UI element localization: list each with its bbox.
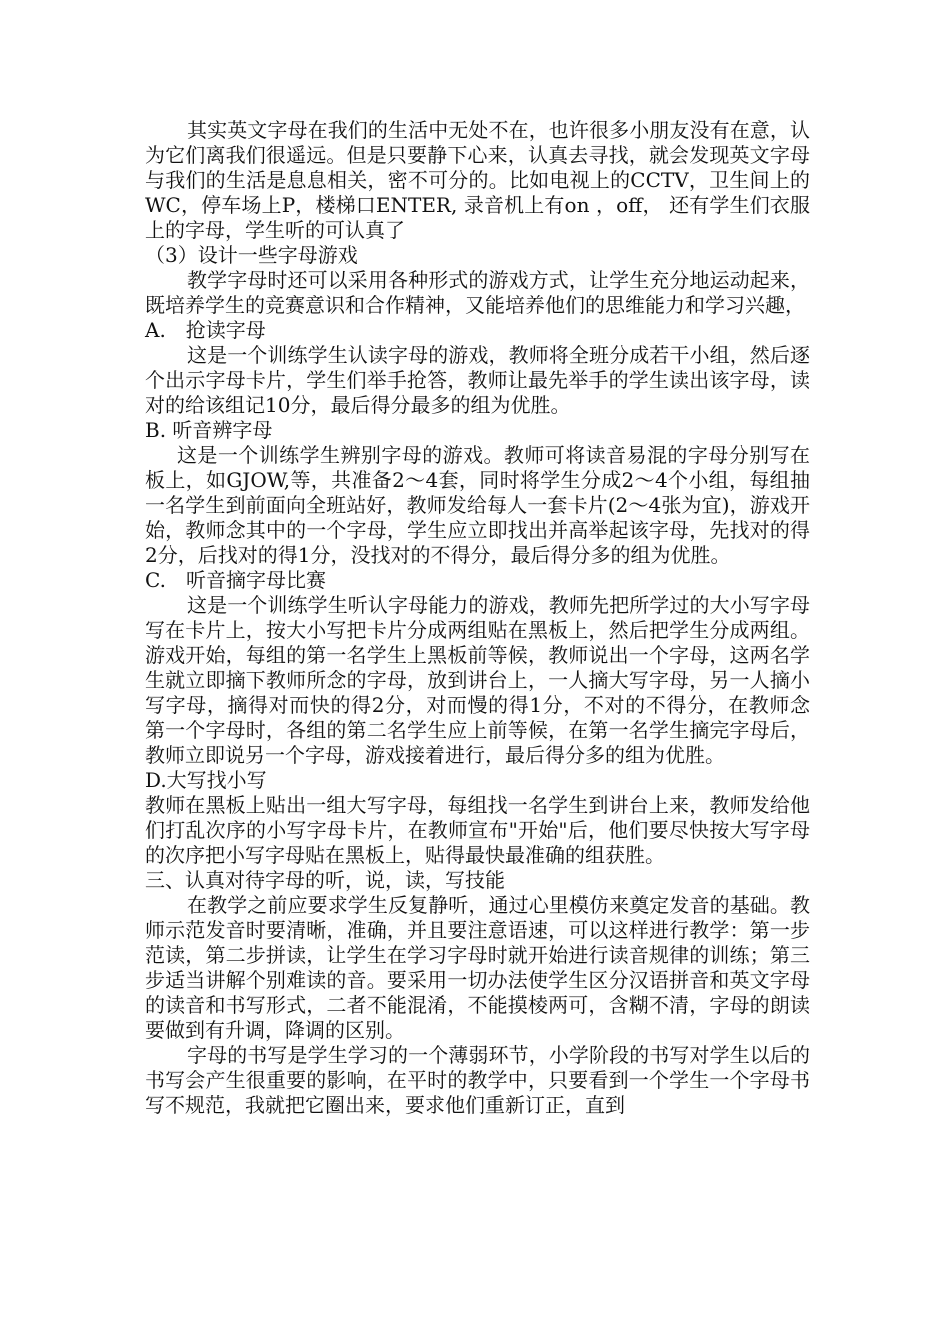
intro-paragraph: 其实英文字母在我们的生活中无处不在，也许很多小朋友没有在意，认为它们离我们很遥远。但是只要静下心来，认真去寻找，就会发现英文字母与我们的生活是息息相关，密不可分的。比如电视上的CCTV，卫生间上的WC，停车场上P，楼梯口ENTER, 录音机上有on ，off， 还有学生们衣服上的字母，学生听的可认真了 <box>145 118 810 242</box>
document-body <box>145 118 810 1118</box>
game-c-paragraph: 这是一个训练学生听认字母能力的游戏，教师先把所学过的大小写字母写在卡片上，按大小写把卡片分成两组贴在黑板上，然后把学生分成两组。游戏开始，每组的第一名学生上黑板前等候，教师说出一个字母，这两名学生就立即摘下教师所念的字母，放到讲台上，一人摘大写字母，另一人摘小写字母，摘得对而快的得2分，对而慢的得1分，不对的不得分，在教师念第一个字母时，各组的第二名学生应上前等候，在第一名学生摘完字母后，教师立即说另一个字母，游戏接着进行，最后得分多的组为优胜。 <box>145 593 810 767</box>
game-a-heading: A. 抢读字母 <box>145 318 266 342</box>
section-3-heading: （3）设计一些字母游戏 <box>145 243 358 267</box>
section-three-paragraph-1: 在教学之前应要求学生反复静听，通过心里模仿来奠定发音的基础。教师示范发音时要清晰，准确，并且要注意语速，可以这样进行教学：第一步范读，第二步拼读，让学生在学习字母时就开始进行读音规律的训练；第三步适当讲解个别难读的音。要采用一切办法使学生区分汉语拼音和英文字母的读音和书写形式，二者不能混淆，不能摸棱两可，含糊不清，字母的朗读要做到有升调，降调的区别。 <box>145 893 810 1042</box>
game-d-paragraph: 教师在黑板上贴出一组大写字母，每组找一名学生到讲台上来，教师发给他们打乱次序的小写字母卡片，在教师宣布"开始"后，他们要尽快按大写字母的次序把小写字母贴在黑板上，贴得最快最准确的组获胜。 <box>145 793 810 867</box>
section-three-heading: 三、认真对待字母的听，说，读，写技能 <box>145 868 505 892</box>
section-3-paragraph: 教学字母时还可以采用各种形式的游戏方式，让学生充分地运动起来，既培养学生的竞赛意识和合作精神，又能培养他们的思维能力和学习兴趣， <box>145 268 810 317</box>
game-a-paragraph: 这是一个训练学生认读字母的游戏，教师将全班分成若干小组，然后逐个出示字母卡片，学生们举手抢答，教师让最先举手的学生读出该字母，读对的给该组记10分，最后得分最多的组为优胜。 <box>145 343 810 417</box>
game-c-heading: C. 听音摘字母比赛 <box>145 568 326 592</box>
game-b-paragraph: 这是一个训练学生辨别字母的游戏。教师可将读音易混的字母分别写在板上，如GJOW,等，共准备2～4套，同时将学生分成2～4个小组，每组抽一名学生到前面向全班站好，教师发给每人一套卡片(2～4张为宜)，游戏开始，教师念其中的一个字母，学生应立即找出并高举起该字母，先找对的得2分，后找对的得1分，没找对的不得分，最后得分多的组为优胜。 <box>145 443 810 567</box>
game-d-heading: D.大写找小写 <box>145 768 267 792</box>
section-three-paragraph-2: 字母的书写是学生学习的一个薄弱环节，小学阶段的书写对学生以后的书写会产生很重要的影响，在平时的教学中，只要看到一个学生一个字母书写不规范，我就把它圈出来，要求他们重新订正，直到 <box>145 1043 810 1117</box>
game-b-heading: B. 听音辨字母 <box>145 418 273 442</box>
